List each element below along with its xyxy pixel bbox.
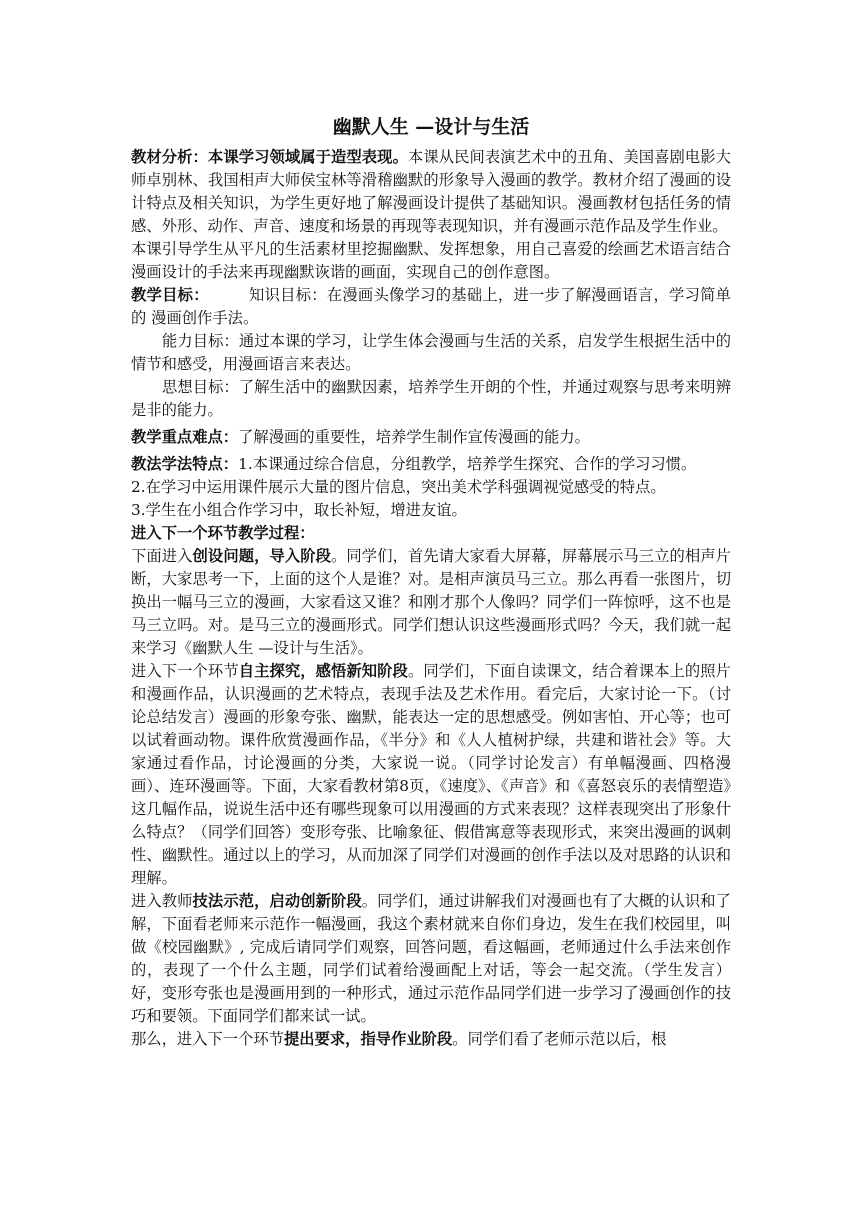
stage-2-text: 。同学们，下面自读课文，结合着课本上的照片和漫画作品，认识漫画的艺术特点，表现手法及艺术作用。看完后，大家讨论一下。（讨论总结发言）漫画的形象夸张、幽默，能表达一定的思想感受。例如害怕、开心等；也可以试着画动物。课件欣赏漫画作品，《半分》和《人人植树护绿，共建和谐社会》等。大家通过看作品，讨论漫画的分类，大家说一说。（同学讨论发言）有单幅漫画、四格漫画）、连环漫画等。下面，大家看教材第8页，《速度》、《声音》和《喜怒哀乐的表情塑造》这几幅作品，说说生活中还有哪些现象可以用漫画的方式来表现？这样表现突出了形象什么特点？（同学们回答）变形夸张、比喻象征、假借寓意等表现形式，来突出漫画的讽刺性、幽默性。通过以上的学习，从而加深了同学们对漫画的创作手法以及对思路的认识和理解。 — [131, 662, 731, 887]
stage-4-lead: 那么，进入下一个环节 — [131, 1030, 284, 1048]
goal-ability: 能力目标：通过本课的学习，让学生体会漫画与生活的关系，启发学生根据生活中的情节和感受，用漫画语言来表达。 — [131, 332, 731, 373]
keypoints-paragraph — [131, 426, 731, 449]
process-heading: 进入下一个环节教学过程： — [131, 524, 315, 542]
methods-label: 教法学法特点： — [131, 455, 239, 473]
stage-1-lead: 下面进入 — [131, 547, 193, 565]
stage-4-text: 。同学们看了老师示范以后，根 — [452, 1030, 667, 1048]
goals-label: 教学目标： — [131, 286, 209, 304]
document-title: 幽默人生 —设计与生活 — [332, 116, 530, 138]
stage-3-title: 技法示范，启动创新阶段 — [192, 892, 362, 910]
stage-3-lead: 进入教师 — [131, 892, 193, 910]
goals-paragraph — [131, 284, 731, 330]
stage-1-title: 创设问题，导入阶段 — [192, 547, 332, 565]
goal-thinking: 思想目标：了解生活中的幽默因素，培养学生开朗的个性，并通过观察与思考来明辨是非的能力。 — [131, 378, 731, 419]
analysis-paragraph-2: 本课引导学生从平凡的生活素材里挖掘幽默、发挥想象，用自己喜爱的绘画艺术语言结合漫画设计的手法来再现幽默诙谐的画面，实现自己的创作意图。 — [131, 240, 731, 281]
process-stage-4 — [131, 1028, 731, 1051]
stage-4-title: 提出要求，指导作业阶段 — [283, 1030, 453, 1048]
analysis-label: 教材分析：本课学习领域属于造型表现。 — [131, 148, 408, 166]
process-stage-3 — [131, 890, 731, 1028]
method-item-2: 2.在学习中运用课件展示大量的图片信息，突出美术学科强调视觉感受的特点。 — [131, 478, 666, 496]
analysis-paragraph — [131, 146, 731, 238]
keypoints-label: 教学重点难点： — [131, 428, 239, 446]
method-item-1: 1.本课通过综合信息，分组教学，培养学生探究、合作的学习习惯。 — [238, 455, 697, 473]
stage-3-text: 。同学们，通过讲解我们对漫画也有了大概的认识和了解，下面看老师来示范作一幅漫画，我这个素材就来自你们身边，发生在我们校园里，叫做《校园幽默》, 完成后请同学们观察，回答问题，看这幅画，老师通过什么手法来创作的，表现了一个什么主题，同学们试着给漫画配上对话，等会一起交流。（学生发言）好，变形夸张也是漫画用到的一种形式，通过示范作品同学们进一步学习了漫画创作的技巧和要领。下面同学们都来试一试。 — [131, 892, 731, 1025]
method-item-3: 3.学生在小组合作学习中，取长补短，增进友谊。 — [131, 501, 467, 519]
goal-knowledge: 知识目标：在漫画头像学习的基础上，进一步了解漫画语言，学习简单的 漫画创作手法。 — [131, 286, 731, 327]
stage-1-text: 。同学们，首先请大家看大屏幕，屏幕展示马三立的相声片断，大家思考一下，上面的这个人是谁？对。是相声演员马三立。那么再看一张图片，切换出一幅马三立的漫画，大家看这又谁？和刚才那个人像吗？同学们一阵惊呼，这不也是马三立吗。对。是马三立的漫画形式。同学们想认识这些漫画形式吗？今天，我们就一起来学习《幽默人生 —设计与生活》。 — [131, 547, 731, 657]
keypoints-text: 了解漫画的重要性，培养学生制作宣传漫画的能力。 — [238, 428, 590, 446]
document-page — [131, 112, 731, 1051]
methods-paragraph — [131, 453, 731, 476]
process-stage-1 — [131, 545, 731, 660]
stage-2-lead: 进入下一个环节 — [131, 662, 239, 680]
process-stage-2 — [131, 660, 731, 890]
analysis-text: 本课从民间表演艺术中的丑角、美国喜剧电影大师卓别林、我国相声大师侯宝林等滑稽幽默的形象导入漫画的教学。教材介绍了漫画的设计特点及相关知识，为学生更好地了解漫画设计提供了基础知识。漫画教材包括任务的情感、外形、动作、声音、速度和场景的再现等表现知识，并有漫画示范作品及学生作业。 — [131, 148, 731, 235]
stage-2-title: 自主探究，感悟新知阶段 — [238, 662, 408, 680]
